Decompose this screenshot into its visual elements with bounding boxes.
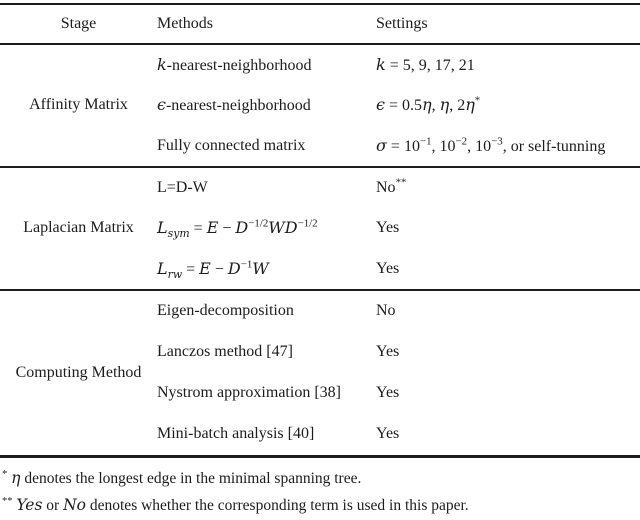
stage-label: Affinity Matrix [29, 96, 128, 114]
column-header-stage: Stage [60, 15, 97, 32]
setting-cell: Yes [376, 219, 400, 237]
column-header-methods: Methods [157, 15, 213, 32]
table-row [157, 208, 640, 248]
table-group-affinity-matrix [0, 45, 640, 166]
method-cell: $L_{sym} = E - D^{-1/2}WD^{-1/2}$ [157, 218, 318, 241]
table-row [157, 168, 640, 208]
table-row [157, 45, 640, 85]
method-cell: Nystrom approximation [38] [157, 384, 341, 402]
group-rows [157, 45, 640, 166]
table-row [157, 332, 640, 373]
setting-cell: ϵ = 0.5η, η, 2η* [376, 95, 481, 115]
method-cell: ϵ-nearest-neighborhood [157, 95, 311, 115]
table-row [157, 373, 640, 414]
table-bottom-rule [0, 455, 640, 458]
setting-cell: No [376, 302, 396, 320]
method-cell: L=D-W [157, 179, 208, 197]
table-header-row [0, 5, 640, 43]
method-cell: $L_{rw} = E - D^{-1}W$ [157, 258, 269, 281]
group-rows [157, 291, 640, 455]
footnote-eta: * η denotes the longest edge in the minimal spanning tree. [2, 468, 362, 487]
table-row [157, 414, 640, 455]
table-row [157, 85, 640, 125]
paper-table-page [0, 3, 640, 520]
setting-cell: Yes [376, 343, 400, 361]
stage-label: Computing Method [15, 363, 142, 381]
setting-cell: Yes [376, 425, 400, 443]
table-row [157, 291, 640, 332]
method-cell: Lanczos method [47] [157, 343, 293, 361]
method-cell: Fully connected matrix [157, 136, 306, 154]
setting-cell: k = 5, 9, 17, 21 [376, 55, 475, 75]
method-cell: k-nearest-neighborhood [157, 55, 312, 75]
column-header-settings: Settings [376, 15, 428, 32]
stage-label: Laplacian Matrix [23, 219, 134, 237]
setting-cell: No** [376, 176, 407, 197]
table-row [157, 126, 640, 166]
method-cell: Mini-batch analysis [40] [157, 425, 315, 443]
setting-cell: Yes [376, 259, 400, 277]
group-rows [157, 168, 640, 289]
setting-cell: Yes [376, 384, 400, 402]
footnote-yes-no: ** Yes or No denotes whether the corresponding term is used in this paper. [2, 496, 469, 515]
setting-cell: $\sigma = 10^{-1}$, $10^{-2}$, $10^{-3}$, or self-tunning [376, 135, 606, 155]
table-group-laplacian-matrix [0, 168, 640, 289]
table-footnotes [0, 469, 640, 516]
method-cell: Eigen-decomposition [157, 302, 294, 320]
table-row [157, 248, 640, 288]
table-group-computing-method [0, 291, 640, 455]
